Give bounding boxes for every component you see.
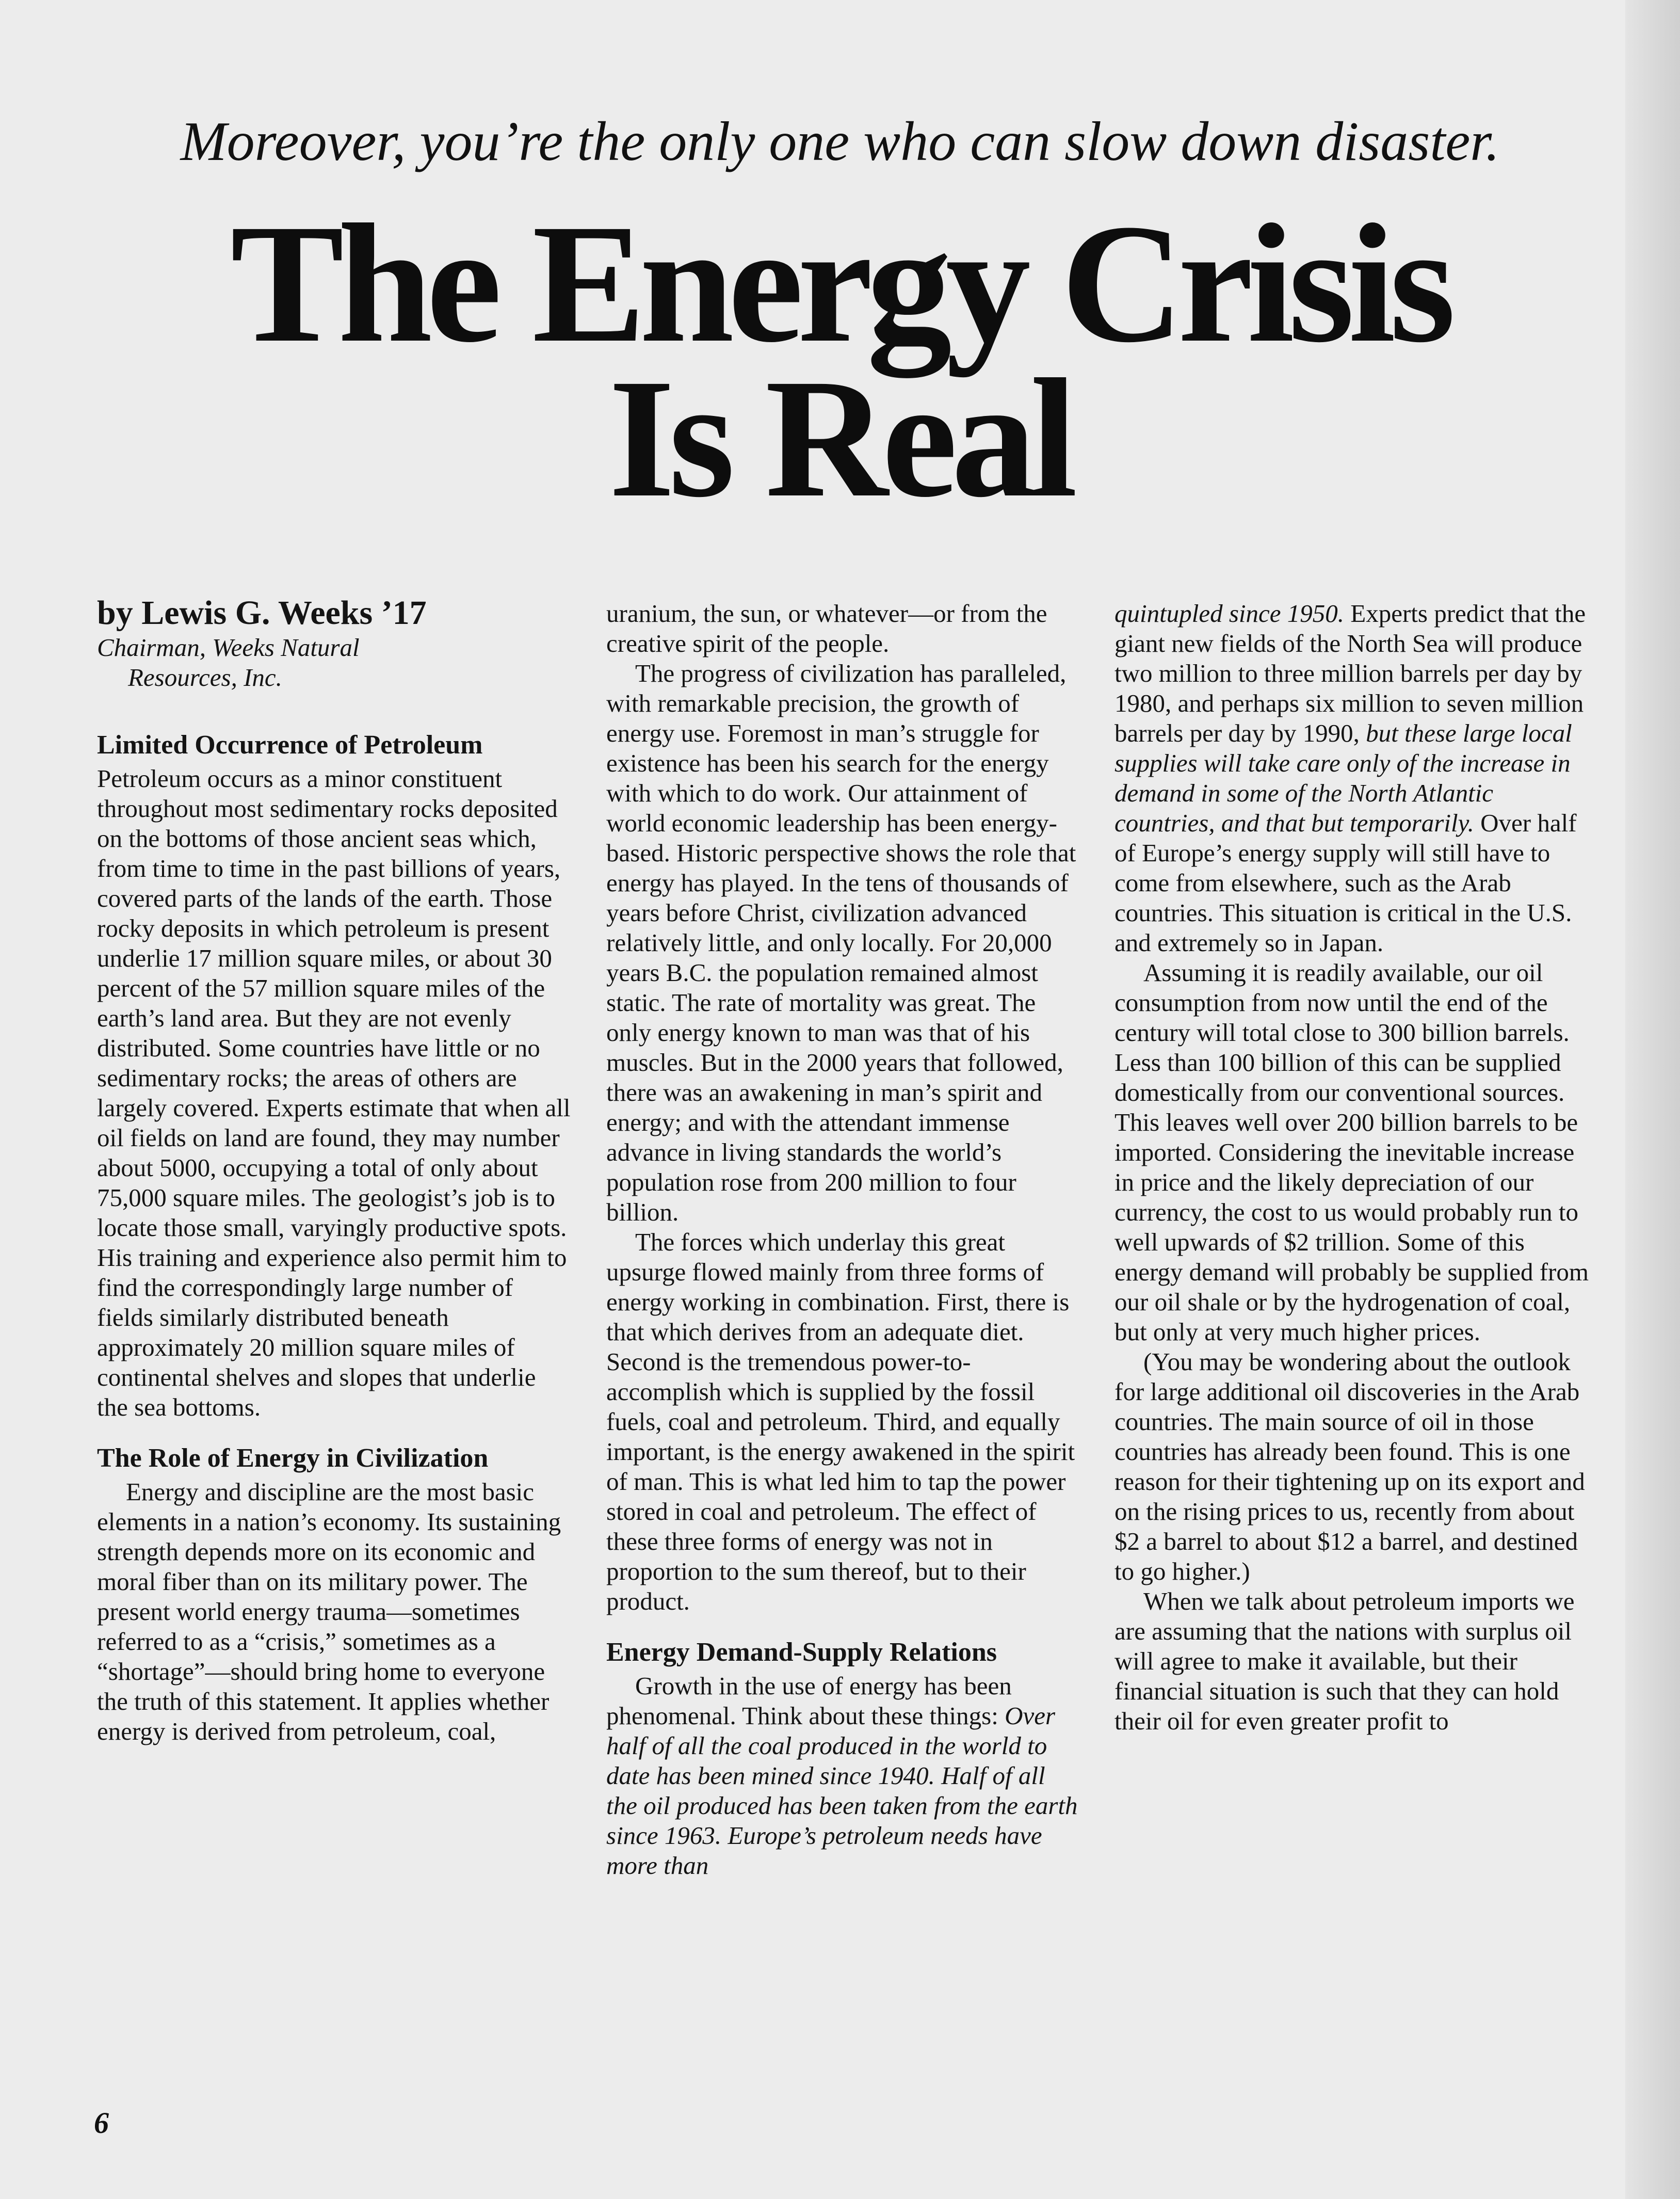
article-headline (0, 189, 1680, 533)
affiliation-line-2: Resources, Inc. (128, 663, 282, 692)
author-byline: by Lewis G. Weeks ’17 (97, 594, 427, 632)
paragraph-text: Over half of Europe’s energy supply will still have to come from elsewhere, such as the Arab countries. This situation is critical in the U.S. and extremely so in Japan. (1114, 809, 1577, 957)
column-1 (97, 593, 572, 1746)
paragraph-italic-text: but these large local supplies will take care only of the increase in demand in some of the North Atlantic countries, and that but temporarily. (1114, 719, 1572, 837)
article-subtitle: Moreover, you’re the only one who can slow down disaster. (180, 111, 1500, 172)
paragraph: The progress of civilization has paralleled, with remarkable precision, the growth of energy use. Foremost in man’s struggle for existence has been his search for the energy with which to do work. Our attainment of world economic leadership has been energy-based. Historic perspective shows the role that energy has played. In the tens of thousands of years before Christ, civilization advanced relatively little, and only locally. For 20,000 years B.C. the population remained almost static. The rate of mortality was great. The only energy known to man was that of his muscles. But in the 2000 years that followed, there was an awakening in man’s spirit and energy; and with the attendant immense advance in living standards the world’s population rose from 200 million to four billion. (606, 659, 1076, 1226)
paragraph-text: Experts predict that the giant new fields of the North Sea will produce two million to three million barrels per day by 1980, and perhaps six million to seven million barrels per day by 1990, (1114, 599, 1586, 747)
section-heading-demand-supply: Energy Demand-Supply Relations (606, 1638, 997, 1667)
page-number: 6 (94, 2106, 109, 2140)
paragraph (1114, 599, 1589, 958)
paragraph (606, 1671, 1081, 1881)
headline-line-1: The Energy Crisis (230, 189, 1450, 378)
paragraph: uranium, the sun, or whatever—or from the creative spirit of the people. (606, 599, 1047, 657)
paragraph: Petroleum occurs as a minor constituent throughout most sedimentary rocks deposited on the bottoms of those ancient seas which, from time to time in the past billions of years, covered parts of the lands of the earth. Those rocky deposits in which petroleum is present underlie 17 million square miles, or about 30 percent of the 57 million square miles of the earth’s land area. But they are not evenly distributed. Some countries have little or no sedimentary rocks; the areas of others are largely covered. Experts estimate that when all oil fields on land are found, they may number about 5000, occupying a total of only about 75,000 square miles. The geologist’s job is to locate those small, varyingly productive spots. His training and experience also permit him to find the correspondingly large number of fields similarly distributed beneath approximately 20 million square miles of continental shelves and slopes that underlie the sea bottoms. (97, 764, 571, 1421)
section-heading-civilization: The Role of Energy in Civilization (97, 1443, 489, 1473)
section-heading-petroleum: Limited Occurrence of Petroleum (97, 730, 483, 760)
column-3 (1114, 599, 1589, 1736)
paragraph: Assuming it is readily available, our oil consumption from now until the end of the century will total close to 300 billion barrels. Less than 100 billion of this can be supplied domestically from our conventional sources. This leaves well over 200 billion barrels to be imported. Considering the inevitable increase in price and the likely depreciation of our currency, the cost to us would probably run to well upwards of $2 trillion. Some of this energy demand will probably be supplied from our oil shale or by the hydrogenation of coal, but only at very much higher prices. (1114, 958, 1589, 1346)
paragraph: The forces which underlay this great upsurge flowed mainly from three forms of energy working in combination. First, there is that which derives from an adequate diet. Second is the tremendous power-to-accomplish which is supplied by the fossil fuels, coal and petroleum. Third, and equally important, is the energy awakened in the spirit of man. This is what led him to tap the power stored in coal and petroleum. The effect of these three forms of energy was not in proportion to the sum thereof, but to their product. (606, 1228, 1075, 1615)
author-affiliation (97, 633, 572, 693)
affiliation-line-1: Chairman, Weeks Natural (97, 633, 360, 662)
column-2 (606, 599, 1081, 1881)
paragraph: Energy and discipline are the most basic elements in a nation’s economy. Its sustaining strength depends more on its economic and moral fiber than on its military power. The present world energy trauma—sometimes referred to as a “crisis,” sometimes as a “shortage”—should bring home to everyone the truth of this statement. It applies whether energy is derived from petroleum, coal, (97, 1478, 561, 1745)
paragraph-italic-text: Over half of all the coal produced in the world to date has been mined since 1940. Half of all the oil produced has been taken from the earth since 1963. Europe’s petroleum needs have more than (606, 1702, 1078, 1880)
paragraph: When we talk about petroleum imports we are assuming that the nations with surplus oil will agree to make it available, but their financial situation is such that they can hold their oil for even greater profit to (1114, 1587, 1575, 1735)
paragraph-italic-text: quintupled since 1950. (1114, 599, 1345, 628)
paragraph-text: Growth in the use of energy has been phenomenal. Think about these things: (606, 1672, 1012, 1730)
paragraph: (You may be wondering about the outlook for large additional oil discoveries in the Arab countries. The main source of oil in those countries has already been found. This is one reason for their tightening up on its export and on the rising prices to us, recently from about $2 a barrel to about $12 a barrel, and destined to go higher.) (1114, 1347, 1585, 1585)
headline-line-2: Is Real (608, 344, 1072, 533)
